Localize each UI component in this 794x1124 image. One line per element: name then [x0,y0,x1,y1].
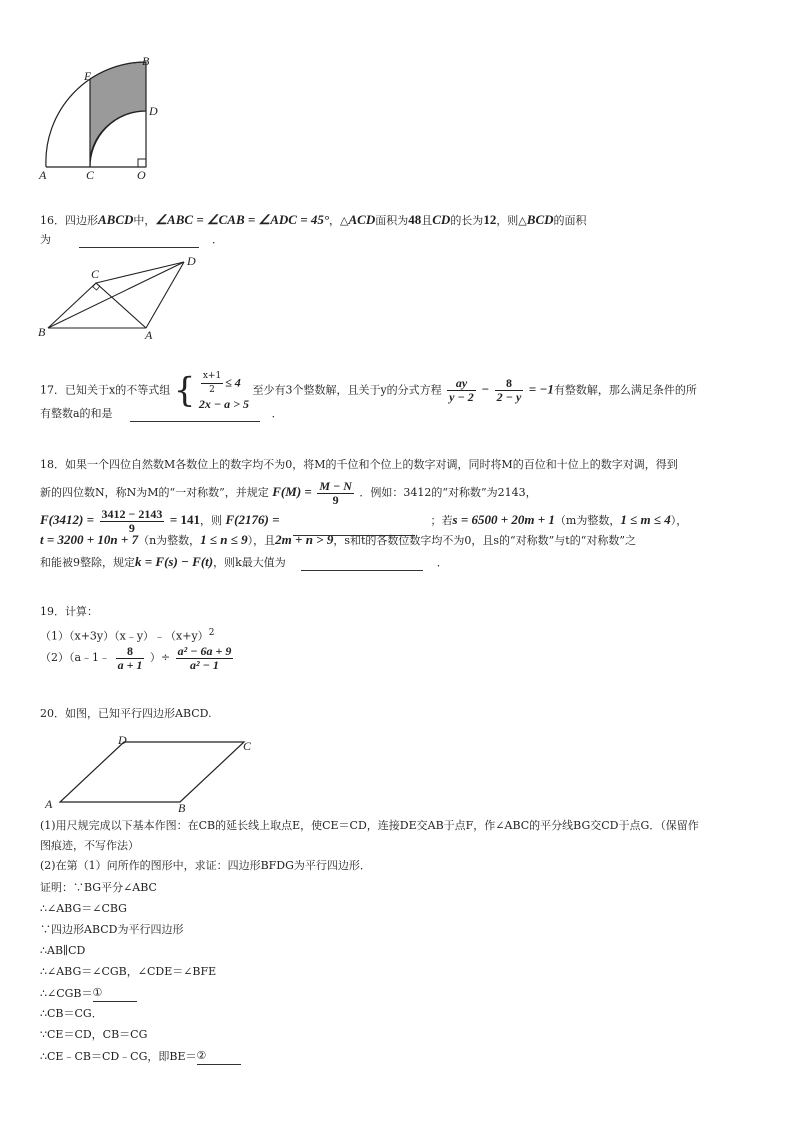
q20-proof-2: ∴∠ABG＝∠CBG [40,902,127,915]
q16-line1: 16．四边形ABCD中，∠ABC = ∠CAB = ∠ADC = 45°，△ACD面积为48且CD的长为12，则△BCD的面积 [40,212,587,227]
label-B: B [38,325,46,339]
q20-step1: (1)用尺规完成以下基本作图：在CB的延长线上取点E，使CE＝CD，连接DE交AB于点F，作∠ABC的平分线BG交CD于点G．（保留作 [40,819,699,832]
q16-answer-blank[interactable] [79,247,199,248]
label-D: D [149,104,158,118]
q20-proof-3: ∵四边形ABCD为平行四边形 [40,923,184,936]
q20-step2: (2)在第（1）问所作的图形中，求证：四边形BFDG为平行四边形． [40,859,371,872]
q20-title: 20．如图，已知平行四边形ABCD. [40,707,212,720]
label-A: A [39,168,47,182]
q18-answer-blank-2[interactable] [301,570,423,571]
q19-title: 19．计算： [40,605,98,618]
label-O: O [137,168,146,182]
label-B: B [178,801,186,815]
q20-proof-7: ∴CB＝CG． [40,1007,103,1020]
q16-line2: 为 ． [40,233,223,246]
label-C: C [86,168,95,182]
label-A: A [45,797,53,811]
q20-proof-9: ∴CE﹣CB＝CD﹣CG，即BE＝② [40,1048,241,1065]
q18-line3: F(3412) = $\frac{3412 - 2143}{9}$ = 141，则 F(2176) = ；若s = 6500 + 20m + 1（m为整数，1 ≤ m ≤ 4）， [40,506,688,535]
q20-answer-blank-2[interactable]: ② [197,1048,241,1065]
figure-q20 [38,730,268,815]
label-C: C [243,739,252,753]
q20-proof-6: ∴∠CGB＝① [40,985,137,1002]
q20-proof-4: ∴AB∥CD [40,944,86,957]
label-A: A [145,328,153,342]
q18-line5: 和能被9整除，规定k = F(s) − F(t)，则k最大值为 ． [40,554,448,569]
label-C: C [91,267,100,281]
q20-proof-1: 证明：∵BG平分∠ABC [40,881,157,894]
q18-line2: 新的四位数N，称N为M的“一对称数”，并规定 F(M) = $\frac{M - N}{9}$ ．例如：3412的“对称数”为2143， [40,478,537,507]
label-B: B [142,54,150,68]
shaded-region [90,62,146,158]
q20-proof-5: ∴∠ABG＝∠CGB，∠CDE＝∠BFE [40,965,217,978]
q20-step1b: 图痕迹，不写作法） [40,839,139,852]
q18-line1: 18．如果一个四位自然数M各数位上的数字均不为0，将M的千位和个位上的数字对调，同时将M的百位和十位上的数字对调，得到 [40,458,678,471]
label-E: E [84,69,92,83]
label-D: D [187,254,196,268]
q17-inequality-system: $\frac{x+1}{2}$ ≤ 4 2x − a > 5 [198,371,249,411]
q20-proof-8: ∵CE＝CD，CB＝CG [40,1028,148,1041]
q19-part1: $(1)(x+3y)(x﹣y)﹣(x+y)^2$ [40,628,215,643]
q17-answer-blank[interactable] [130,421,260,422]
parallelogram-ABCD [60,742,244,802]
q17-line2: 有整数a的和是 ． [40,407,283,420]
q20-answer-blank-1[interactable]: ① [93,985,137,1002]
label-D: D [118,733,127,747]
q17-line1: 17．已知关于x的不等式组 { $\frac{x+1}{2}$ ≤ 4 2x − a > 5 至少有3个整数解，且关于y的分式方程 $\frac{ay}{y - 2}$ − $\frac{8}{2 - y}$ = −1有整数解，那么满足条件的所 [40,370,697,411]
q19-part2: （2）（a﹣1﹣ $\frac{8}{a + 1}$ ）÷ $\frac{\text{a² − 6a + 9}}{\text{a² − 1}}$ [40,643,232,672]
figure-q16 [36,252,206,342]
q18-line4: t = 3200 + 10n + 7（n为整数，1 ≤ n ≤ 9），且2m + n > 9，s和t的各数位数字均不为0，且s的“对称数”与t的“对称数”之 [40,532,636,547]
figure-q15 [30,52,170,187]
